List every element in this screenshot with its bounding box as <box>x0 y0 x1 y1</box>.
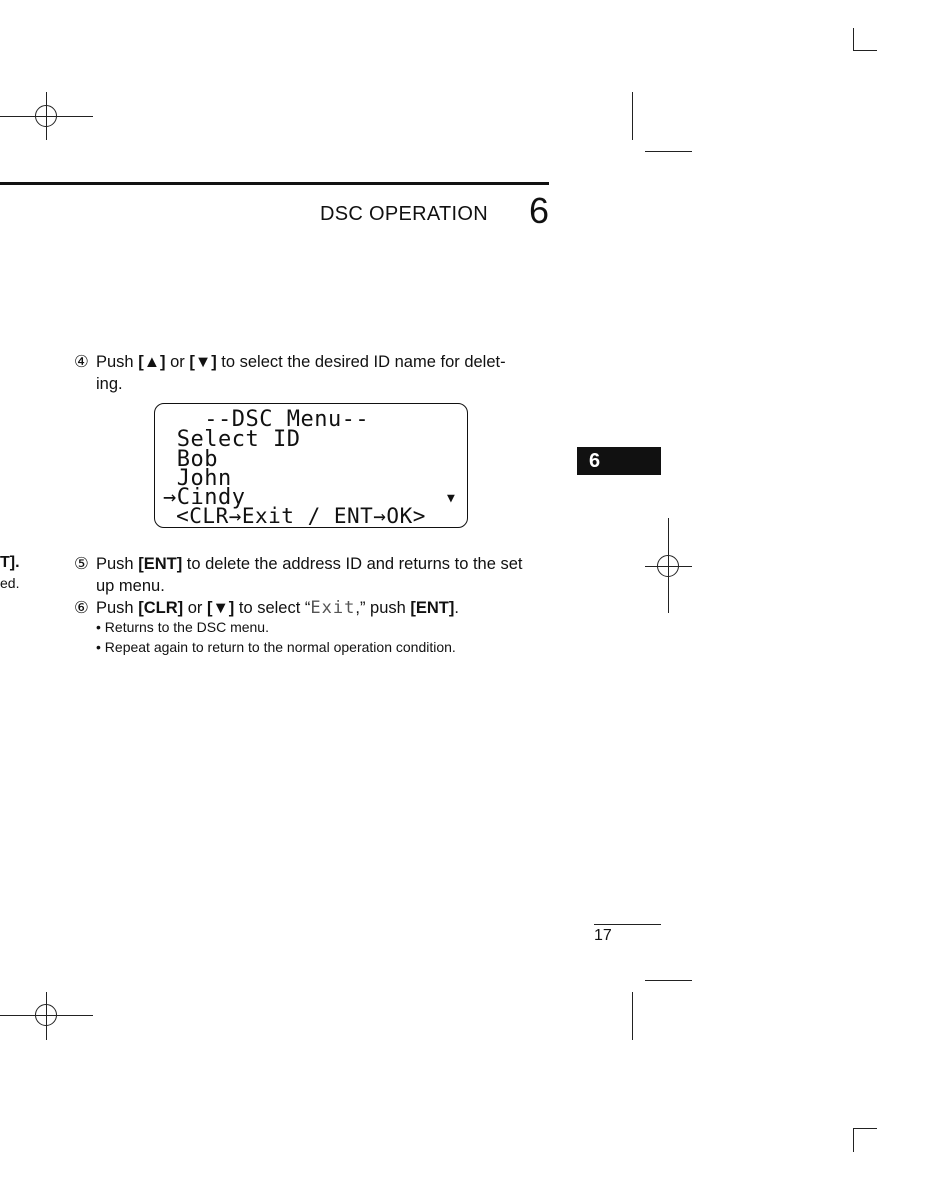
bleed-mark-top-vertical <box>632 92 633 140</box>
lcd-line-john: John <box>163 466 232 491</box>
bullet-item: • Repeat again to return to the normal operation condition. <box>96 639 456 655</box>
scroll-down-icon: ▼ <box>447 491 456 506</box>
lcd-word-exit: Exit <box>310 598 356 618</box>
step-number: ⑥ <box>74 599 89 617</box>
bullet-item: • Returns to the DSC menu. <box>96 619 269 635</box>
step-6: ⑥ Push [CLR] or [▼] to select “Exit,” push [ENT]. <box>74 598 459 618</box>
ent-key: [ENT] <box>138 555 183 573</box>
down-key: [▼] <box>189 353 217 371</box>
left-page-fragment-1: T]. <box>0 554 20 571</box>
clr-key: [CLR] <box>138 599 184 617</box>
lcd-line-title: --DSC Menu-- <box>163 407 370 432</box>
header-rule <box>0 182 549 185</box>
step-number: ④ <box>74 353 89 371</box>
up-key: [▲] <box>138 353 166 371</box>
step-5: ⑤ Push [ENT] to delete the address ID and returns to the set up menu. <box>74 555 523 595</box>
section-tab: 6 <box>577 447 661 475</box>
lcd-line-cindy: →Cindy <box>163 485 246 510</box>
bleed-mark-bottom-horizontal <box>645 980 692 981</box>
bleed-mark-top-horizontal <box>645 151 692 152</box>
ent-key: [ENT] <box>410 599 455 617</box>
section-number: 6 <box>529 190 550 231</box>
step-number: ⑤ <box>74 555 89 573</box>
crop-mark-top-right-horizontal <box>853 50 877 51</box>
down-key: [▼] <box>206 599 235 617</box>
step-4: ④ Push [▲] or [▼] to select the desired ID name for delet- ing. <box>74 353 506 393</box>
bleed-mark-bottom-vertical <box>632 992 633 1040</box>
lcd-line-select-id: Select ID <box>163 427 301 452</box>
page-number-rule <box>594 924 661 925</box>
lcd-line-bob: Bob <box>163 447 218 472</box>
page-number: 17 <box>594 927 612 944</box>
crop-mark-bottom-right-vertical <box>853 1128 854 1152</box>
lcd-display <box>154 403 468 528</box>
section-title: DSC OPERATION <box>320 203 488 225</box>
lcd-line-footer: <CLR→Exit / ENT→OK> <box>163 504 426 528</box>
crop-mark-top-right-vertical <box>853 28 854 50</box>
crop-mark-bottom-right-horizontal <box>853 1128 877 1129</box>
left-page-fragment-2: ed. <box>0 575 20 591</box>
